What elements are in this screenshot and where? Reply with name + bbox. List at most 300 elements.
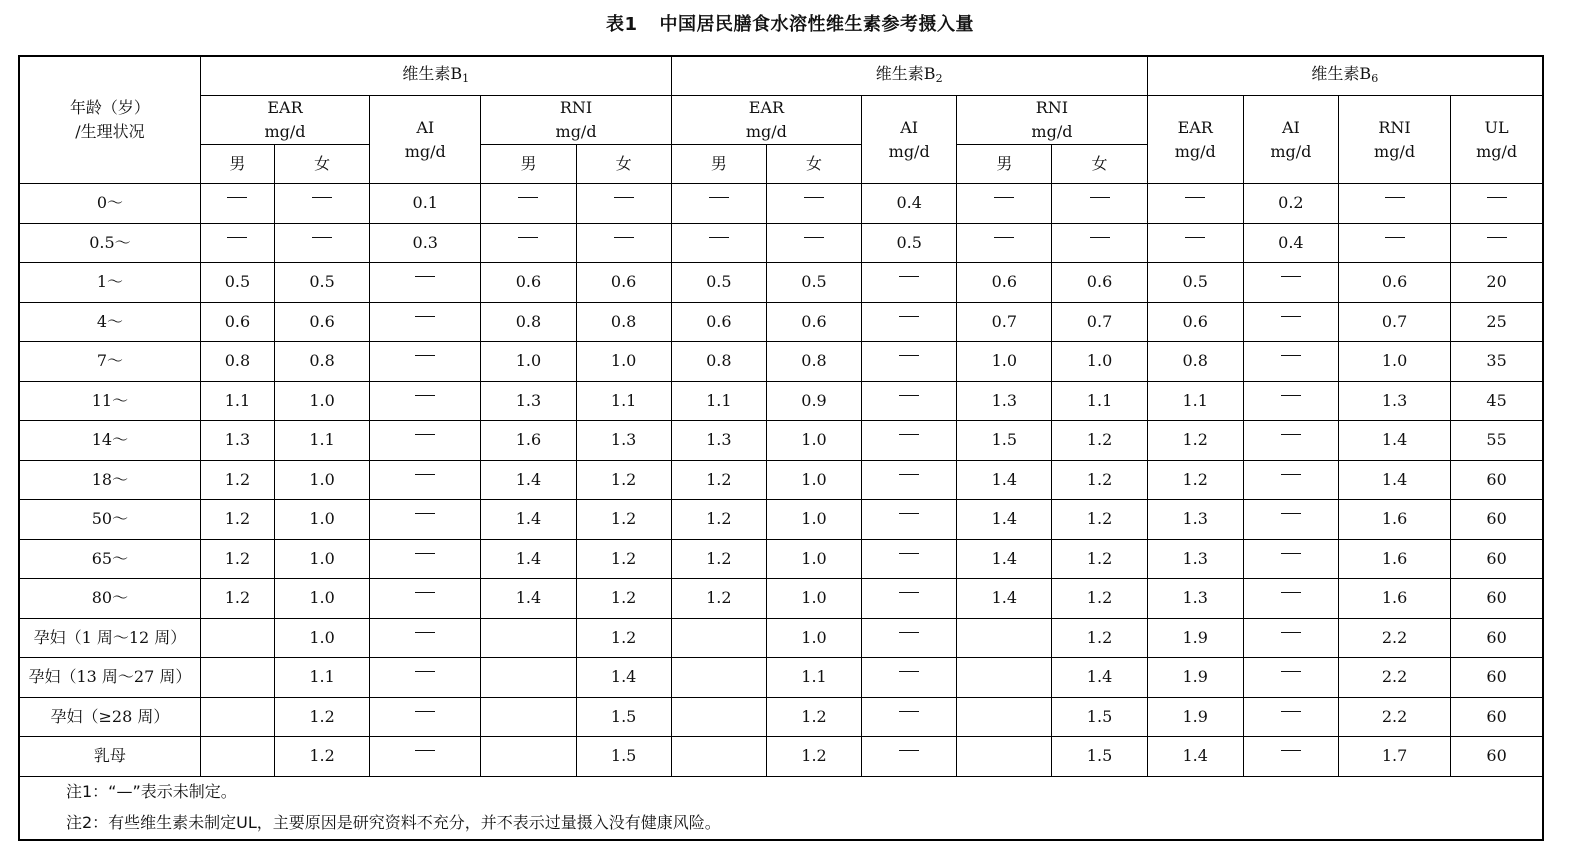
value-cell-b2-ai: [862, 737, 957, 777]
not-established-dash: [1385, 197, 1405, 198]
value-cell-b1-ear-m: [200, 184, 274, 224]
value-cell-b6-ear: 1.3: [1147, 579, 1243, 619]
value-cell-b1-rni-f: 1.2: [576, 618, 671, 658]
value-cell-b1-rni-f: 0.6: [576, 263, 671, 303]
value-cell-b2-rni-m: [957, 658, 1052, 698]
value-cell-b2-ai: [862, 421, 957, 461]
not-established-dash: [899, 434, 919, 435]
table-row: [19, 618, 1543, 658]
not-established-dash: [1281, 355, 1301, 356]
value-cell-b1-ai: [370, 381, 481, 421]
value-cell-b1-ai: [370, 658, 481, 698]
value-cell-b6-ul: 60: [1451, 579, 1543, 619]
not-established-dash: [899, 671, 919, 672]
value-cell-b6-ear: 1.2: [1147, 460, 1243, 500]
age-cell: 孕妇（13 周～27 周）: [19, 658, 200, 698]
not-established-dash: [899, 553, 919, 554]
value-cell-b2-rni-m: 0.7: [957, 302, 1052, 342]
not-established-dash: [1281, 750, 1301, 751]
value-cell-b1-ear-f: 1.2: [274, 697, 369, 737]
value-cell-b6-ai: [1243, 500, 1338, 540]
value-cell-b1-rni-f: 0.8: [576, 302, 671, 342]
not-established-dash: [415, 671, 435, 672]
value-cell-b6-ai: [1243, 539, 1338, 579]
value-cell-b2-ai: 0.4: [862, 184, 957, 224]
not-established-dash: [518, 197, 538, 198]
value-cell-b1-rni-f: 1.0: [576, 342, 671, 382]
value-cell-b2-ear-m: 0.8: [671, 342, 766, 382]
value-cell-b2-ear-m: [671, 658, 766, 698]
b2-rni-header: RNI mg/d: [957, 96, 1147, 145]
value-cell-b1-ai: [370, 460, 481, 500]
value-cell-b1-ai: 0.3: [370, 223, 481, 263]
table-row: [19, 539, 1543, 579]
not-established-dash: [312, 197, 332, 198]
not-established-dash: [1281, 671, 1301, 672]
value-cell-b6-rni: 2.2: [1338, 658, 1450, 698]
value-cell-b2-ai: [862, 381, 957, 421]
table-row: [19, 342, 1543, 382]
value-cell-b1-rni-m: 0.8: [481, 302, 576, 342]
value-cell-b2-ear-m: 0.6: [671, 302, 766, 342]
not-established-dash: [415, 355, 435, 356]
not-established-dash: [804, 237, 824, 238]
not-established-dash: [1281, 316, 1301, 317]
value-cell-b2-rni-m: 0.6: [957, 263, 1052, 303]
value-cell-b6-rni: 0.6: [1338, 263, 1450, 303]
value-cell-b2-rni-f: 1.0: [1052, 342, 1147, 382]
age-cell: 14～: [19, 421, 200, 461]
value-cell-b2-ear-m: [671, 184, 766, 224]
value-cell-b6-rni: 1.3: [1338, 381, 1450, 421]
value-cell-b6-ai: [1243, 460, 1338, 500]
value-cell-b2-rni-f: 1.5: [1052, 737, 1147, 777]
table-row: [19, 697, 1543, 737]
value-cell-b2-rni-f: 0.7: [1052, 302, 1147, 342]
vitamin-b1-header: 维生素$B_1$: [200, 56, 671, 96]
not-established-dash: [415, 553, 435, 554]
age-cell: 孕妇（1 周～12 周）: [19, 618, 200, 658]
value-cell-b1-rni-m: 1.4: [481, 539, 576, 579]
b1-ear-header: EAR mg/d: [200, 96, 369, 145]
value-cell-b2-rni-m: 1.4: [957, 460, 1052, 500]
age-cell: 11～: [19, 381, 200, 421]
value-cell-b6-ear: 0.5: [1147, 263, 1243, 303]
not-established-dash: [1281, 276, 1301, 277]
value-cell-b6-ai: [1243, 302, 1338, 342]
value-cell-b6-rni: 1.4: [1338, 421, 1450, 461]
value-cell-b2-rni-m: [957, 618, 1052, 658]
value-cell-b6-ear: [1147, 223, 1243, 263]
value-cell-b1-rni-f: 1.2: [576, 500, 671, 540]
value-cell-b2-ear-m: 1.2: [671, 539, 766, 579]
value-cell-b2-rni-f: [1052, 223, 1147, 263]
value-cell-b6-ai: 0.4: [1243, 223, 1338, 263]
not-established-dash: [415, 474, 435, 475]
table-row: [19, 658, 1543, 698]
value-cell-b2-rni-f: [1052, 184, 1147, 224]
value-cell-b2-ai: [862, 539, 957, 579]
value-cell-b1-ear-m: [200, 223, 274, 263]
value-cell-b1-rni-m: 1.3: [481, 381, 576, 421]
value-cell-b2-rni-m: 1.3: [957, 381, 1052, 421]
value-cell-b6-ai: 0.2: [1243, 184, 1338, 224]
value-cell-b6-rni: 1.4: [1338, 460, 1450, 500]
not-established-dash: [415, 711, 435, 712]
value-cell-b1-ear-f: 1.2: [274, 737, 369, 777]
value-cell-b6-ear: [1147, 184, 1243, 224]
not-established-dash: [899, 316, 919, 317]
table-row: [19, 500, 1543, 540]
not-established-dash: [1090, 237, 1110, 238]
value-cell-b1-ear-f: 1.0: [274, 381, 369, 421]
value-cell-b1-rni-f: 1.3: [576, 421, 671, 461]
value-cell-b6-ai: [1243, 737, 1338, 777]
value-cell-b6-ul: 25: [1451, 302, 1543, 342]
value-cell-b2-ear-f: 0.5: [766, 263, 861, 303]
value-cell-b2-ear-m: 1.1: [671, 381, 766, 421]
b6-rni-header: RNI mg/d: [1338, 96, 1450, 184]
value-cell-b1-ai: 0.1: [370, 184, 481, 224]
value-cell-b6-ul: 60: [1451, 618, 1543, 658]
value-cell-b2-ear-m: [671, 618, 766, 658]
value-cell-b6-ear: 1.4: [1147, 737, 1243, 777]
b6-ul-header: UL mg/d: [1451, 96, 1543, 184]
not-established-dash: [415, 316, 435, 317]
value-cell-b6-rni: 1.6: [1338, 579, 1450, 619]
value-cell-b6-ear: 1.3: [1147, 500, 1243, 540]
value-cell-b6-ai: [1243, 618, 1338, 658]
value-cell-b2-ear-f: 1.0: [766, 500, 861, 540]
value-cell-b2-ai: [862, 342, 957, 382]
table-row: [19, 737, 1543, 777]
value-cell-b2-ai: [862, 302, 957, 342]
value-cell-b2-rni-f: 1.2: [1052, 539, 1147, 579]
not-established-dash: [518, 237, 538, 238]
note-row: [19, 776, 1543, 808]
value-cell-b2-rni-f: 1.2: [1052, 618, 1147, 658]
value-cell-b2-ai: [862, 500, 957, 540]
value-cell-b1-ear-f: 1.1: [274, 421, 369, 461]
value-cell-b6-ai: [1243, 579, 1338, 619]
value-cell-b1-ear-m: 1.3: [200, 421, 274, 461]
not-established-dash: [899, 474, 919, 475]
value-cell-b6-ul: 20: [1451, 263, 1543, 303]
b1-ear-male-header: 男: [200, 145, 274, 184]
value-cell-b2-rni-m: 1.4: [957, 539, 1052, 579]
value-cell-b1-rni-f: 1.1: [576, 381, 671, 421]
value-cell-b1-ear-m: 1.2: [200, 460, 274, 500]
footnote: 注1：“—”表示未制定。: [19, 776, 1543, 808]
value-cell-b1-rni-f: [576, 223, 671, 263]
not-established-dash: [415, 434, 435, 435]
value-cell-b1-rni-f: 1.2: [576, 539, 671, 579]
b2-rni-male-header: 男: [957, 145, 1052, 184]
value-cell-b2-rni-m: 1.4: [957, 500, 1052, 540]
not-established-dash: [899, 276, 919, 277]
value-cell-b1-ear-m: 1.1: [200, 381, 274, 421]
value-cell-b1-rni-m: 1.4: [481, 460, 576, 500]
value-cell-b2-rni-f: 1.4: [1052, 658, 1147, 698]
value-cell-b1-ai: [370, 579, 481, 619]
not-established-dash: [899, 513, 919, 514]
not-established-dash: [1281, 711, 1301, 712]
value-cell-b1-ai: [370, 697, 481, 737]
age-header: [19, 56, 200, 184]
value-cell-b2-ear-f: 1.0: [766, 579, 861, 619]
not-established-dash: [709, 237, 729, 238]
value-cell-b1-ear-m: 0.5: [200, 263, 274, 303]
table-row: [19, 381, 1543, 421]
table-row: [19, 460, 1543, 500]
age-header-line2: /生理状况: [75, 122, 145, 141]
age-cell: 7～: [19, 342, 200, 382]
value-cell-b1-ear-m: 1.2: [200, 539, 274, 579]
value-cell-b6-ear: 0.6: [1147, 302, 1243, 342]
value-cell-b6-ai: [1243, 697, 1338, 737]
value-cell-b1-ai: [370, 539, 481, 579]
value-cell-b6-rni: 1.7: [1338, 737, 1450, 777]
value-cell-b2-ear-m: 1.2: [671, 460, 766, 500]
value-cell-b1-rni-m: 1.0: [481, 342, 576, 382]
b2-rni-female-header: 女: [1052, 145, 1147, 184]
value-cell-b1-rni-f: 1.5: [576, 737, 671, 777]
b1-rni-male-header: 男: [481, 145, 576, 184]
value-cell-b2-ear-f: 1.0: [766, 421, 861, 461]
value-cell-b2-rni-f: 1.2: [1052, 500, 1147, 540]
not-established-dash: [415, 513, 435, 514]
value-cell-b6-rni: [1338, 223, 1450, 263]
value-cell-b6-ai: [1243, 658, 1338, 698]
value-cell-b2-rni-f: 1.1: [1052, 381, 1147, 421]
not-established-dash: [1185, 237, 1205, 238]
value-cell-b6-rni: [1338, 184, 1450, 224]
not-established-dash: [415, 276, 435, 277]
not-established-dash: [227, 197, 247, 198]
value-cell-b1-ear-m: 1.2: [200, 500, 274, 540]
value-cell-b2-ai: 0.5: [862, 223, 957, 263]
value-cell-b6-ear: 1.2: [1147, 421, 1243, 461]
value-cell-b6-ai: [1243, 263, 1338, 303]
table-row: [19, 421, 1543, 461]
table-row: [19, 302, 1543, 342]
value-cell-b1-ai: [370, 618, 481, 658]
value-cell-b1-ear-m: [200, 737, 274, 777]
value-cell-b1-rni-m: 1.4: [481, 500, 576, 540]
value-cell-b2-ear-f: [766, 184, 861, 224]
value-cell-b1-ear-f: 1.0: [274, 460, 369, 500]
not-established-dash: [899, 750, 919, 751]
not-established-dash: [899, 632, 919, 633]
vitamin-intake-table: [18, 55, 1544, 841]
value-cell-b1-rni-m: 1.4: [481, 579, 576, 619]
value-cell-b6-ear: 1.9: [1147, 618, 1243, 658]
vitamin-b6-header: 维生素$B_6$: [1147, 56, 1543, 96]
value-cell-b6-ul: 60: [1451, 697, 1543, 737]
value-cell-b2-ai: [862, 697, 957, 737]
age-cell: 0～: [19, 184, 200, 224]
value-cell-b1-rni-m: 0.6: [481, 263, 576, 303]
value-cell-b1-ai: [370, 342, 481, 382]
value-cell-b1-ear-f: 1.0: [274, 539, 369, 579]
b2-ai-header: AI mg/d: [862, 96, 957, 184]
value-cell-b1-ear-f: 0.5: [274, 263, 369, 303]
value-cell-b1-ear-m: [200, 697, 274, 737]
value-cell-b2-ear-m: 0.5: [671, 263, 766, 303]
value-cell-b1-ai: [370, 263, 481, 303]
table-row: [19, 579, 1543, 619]
value-cell-b2-ear-f: 1.2: [766, 737, 861, 777]
not-established-dash: [1090, 197, 1110, 198]
table-row: [19, 184, 1543, 224]
value-cell-b1-ear-f: 1.0: [274, 618, 369, 658]
value-cell-b2-rni-f: 1.5: [1052, 697, 1147, 737]
not-established-dash: [415, 750, 435, 751]
age-cell: 4～: [19, 302, 200, 342]
value-cell-b1-ear-f: 1.0: [274, 500, 369, 540]
value-cell-b1-rni-m: [481, 184, 576, 224]
age-cell: 1～: [19, 263, 200, 303]
value-cell-b6-ul: 55: [1451, 421, 1543, 461]
value-cell-b2-ear-m: 1.2: [671, 500, 766, 540]
value-cell-b1-ear-f: 1.1: [274, 658, 369, 698]
value-cell-b1-rni-m: [481, 658, 576, 698]
value-cell-b2-ai: [862, 658, 957, 698]
not-established-dash: [899, 592, 919, 593]
value-cell-b2-ai: [862, 579, 957, 619]
value-cell-b6-ear: 1.1: [1147, 381, 1243, 421]
b1-rni-female-header: 女: [576, 145, 671, 184]
value-cell-b1-ear-m: 0.6: [200, 302, 274, 342]
not-established-dash: [1281, 632, 1301, 633]
not-established-dash: [1487, 237, 1507, 238]
value-cell-b2-rni-m: [957, 737, 1052, 777]
value-cell-b1-rni-f: 1.2: [576, 460, 671, 500]
value-cell-b2-ai: [862, 460, 957, 500]
not-established-dash: [415, 395, 435, 396]
age-cell: 孕妇（≥28 周）: [19, 697, 200, 737]
value-cell-b6-ul: 60: [1451, 737, 1543, 777]
value-cell-b2-rni-f: 1.2: [1052, 421, 1147, 461]
value-cell-b2-rni-m: [957, 223, 1052, 263]
value-cell-b1-ear-f: [274, 184, 369, 224]
value-cell-b6-ul: 60: [1451, 500, 1543, 540]
value-cell-b6-ul: 60: [1451, 460, 1543, 500]
note-row: [19, 808, 1543, 840]
b2-ear-header: EAR mg/d: [671, 96, 861, 145]
age-cell: 50～: [19, 500, 200, 540]
value-cell-b6-rni: 0.7: [1338, 302, 1450, 342]
value-cell-b2-ear-m: 1.2: [671, 579, 766, 619]
value-cell-b2-ear-f: 1.2: [766, 697, 861, 737]
value-cell-b2-ear-m: 1.3: [671, 421, 766, 461]
not-established-dash: [709, 197, 729, 198]
value-cell-b1-ear-m: 0.8: [200, 342, 274, 382]
value-cell-b6-ear: 1.9: [1147, 658, 1243, 698]
value-cell-b1-rni-m: [481, 618, 576, 658]
value-cell-b2-rni-m: [957, 697, 1052, 737]
value-cell-b1-ear-f: 1.0: [274, 579, 369, 619]
value-cell-b6-ai: [1243, 421, 1338, 461]
value-cell-b1-ai: [370, 302, 481, 342]
table-row: [19, 223, 1543, 263]
not-established-dash: [1281, 395, 1301, 396]
b2-ear-male-header: 男: [671, 145, 766, 184]
not-established-dash: [994, 237, 1014, 238]
not-established-dash: [994, 197, 1014, 198]
value-cell-b1-ear-f: [274, 223, 369, 263]
value-cell-b2-ear-m: [671, 223, 766, 263]
age-cell: 0.5～: [19, 223, 200, 263]
value-cell-b6-rni: 1.6: [1338, 500, 1450, 540]
value-cell-b2-rni-f: 1.2: [1052, 460, 1147, 500]
value-cell-b2-rni-m: 1.0: [957, 342, 1052, 382]
value-cell-b1-ear-f: 0.8: [274, 342, 369, 382]
value-cell-b2-ear-m: [671, 737, 766, 777]
value-cell-b1-rni-f: 1.2: [576, 579, 671, 619]
not-established-dash: [614, 197, 634, 198]
not-established-dash: [1281, 553, 1301, 554]
b1-rni-header: RNI mg/d: [481, 96, 671, 145]
value-cell-b6-ear: 1.9: [1147, 697, 1243, 737]
value-cell-b2-ai: [862, 263, 957, 303]
value-cell-b2-ear-f: 1.0: [766, 539, 861, 579]
age-cell: 乳母: [19, 737, 200, 777]
b6-ai-header: AI mg/d: [1243, 96, 1338, 184]
age-header-line1: 年龄（岁）: [69, 98, 150, 117]
not-established-dash: [1281, 513, 1301, 514]
age-cell: 80～: [19, 579, 200, 619]
value-cell-b2-ear-f: 0.9: [766, 381, 861, 421]
b1-ear-female-header: 女: [274, 145, 369, 184]
not-established-dash: [899, 355, 919, 356]
value-cell-b1-ear-m: 1.2: [200, 579, 274, 619]
value-cell-b2-ear-f: [766, 223, 861, 263]
not-established-dash: [614, 237, 634, 238]
not-established-dash: [1281, 434, 1301, 435]
value-cell-b6-rni: 1.6: [1338, 539, 1450, 579]
not-established-dash: [312, 237, 332, 238]
value-cell-b2-rni-f: 1.2: [1052, 579, 1147, 619]
value-cell-b1-rni-f: [576, 184, 671, 224]
value-cell-b6-ear: 0.8: [1147, 342, 1243, 382]
value-cell-b1-rni-f: 1.5: [576, 697, 671, 737]
not-established-dash: [899, 711, 919, 712]
not-established-dash: [1487, 197, 1507, 198]
table-number: 表1: [605, 14, 638, 35]
value-cell-b6-ul: 45: [1451, 381, 1543, 421]
b1-ai-header: AI mg/d: [370, 96, 481, 184]
value-cell-b2-ear-f: 1.0: [766, 460, 861, 500]
value-cell-b2-ai: [862, 618, 957, 658]
value-cell-b1-rni-f: 1.4: [576, 658, 671, 698]
value-cell-b6-rni: 1.0: [1338, 342, 1450, 382]
value-cell-b2-ear-f: 0.8: [766, 342, 861, 382]
value-cell-b6-ul: 60: [1451, 658, 1543, 698]
not-established-dash: [899, 395, 919, 396]
value-cell-b2-ear-f: 1.0: [766, 618, 861, 658]
not-established-dash: [804, 197, 824, 198]
not-established-dash: [1385, 237, 1405, 238]
b6-ear-header: EAR mg/d: [1147, 96, 1243, 184]
value-cell-b2-ear-m: [671, 697, 766, 737]
table-row: [19, 263, 1543, 303]
value-cell-b6-rni: 2.2: [1338, 618, 1450, 658]
value-cell-b1-ear-m: [200, 658, 274, 698]
value-cell-b2-rni-f: 0.6: [1052, 263, 1147, 303]
value-cell-b6-ul: [1451, 184, 1543, 224]
value-cell-b1-ai: [370, 737, 481, 777]
